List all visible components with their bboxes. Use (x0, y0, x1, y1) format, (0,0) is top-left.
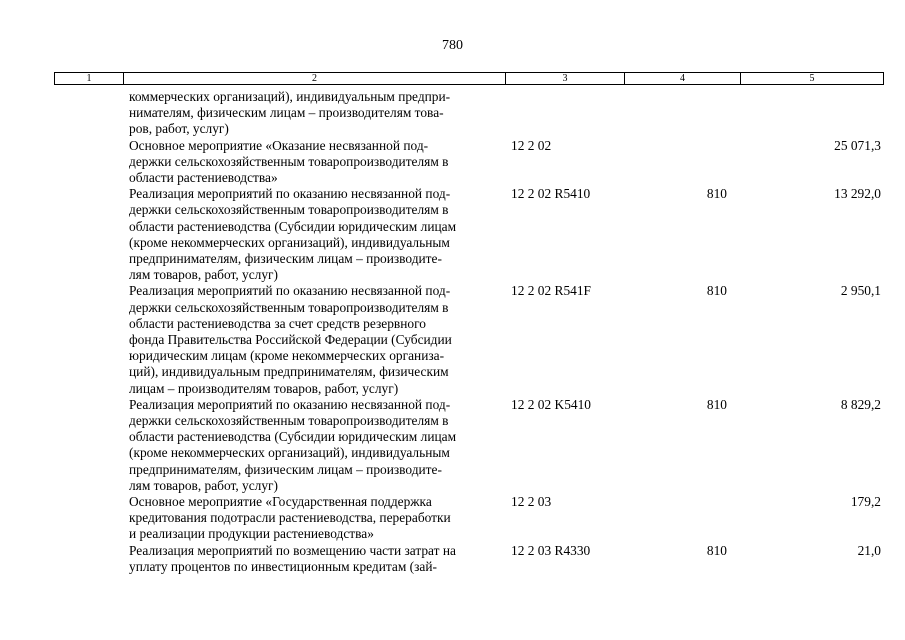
table-row (54, 494, 884, 543)
row-amount: 179,2 (850, 494, 881, 510)
row-expense-type: 810 (706, 396, 727, 412)
description-line: ций), индивидуальным предпринимателям, физическим (129, 364, 449, 380)
description-line: нимателям, физическим лицам – производителям това- (129, 105, 444, 121)
row-description (129, 543, 507, 575)
table-row (54, 89, 884, 138)
row-description (129, 283, 507, 396)
row-expense-type (637, 494, 727, 543)
table-body (54, 89, 884, 575)
row-amount: 8 829,2 (840, 396, 881, 412)
description-line: предпринимателям, физическим лицам – производите- (129, 251, 442, 267)
description-line: (кроме некоммерческих организаций), индивидуальным (129, 445, 450, 461)
header-col-2: 2 (124, 73, 506, 84)
row-expense-type (637, 89, 727, 138)
row-code: 12 2 03 (511, 494, 552, 510)
row-code: 12 2 02 R5410 (511, 186, 591, 202)
description-line: держки сельскохозяйственным товаропроизводителям в (129, 299, 449, 315)
description-line: и реализации продукции растениеводства» (129, 526, 374, 542)
row-amount (727, 89, 881, 138)
description-line: Реализация мероприятий по оказанию несвязанной под- (129, 396, 451, 412)
description-line: держки сельскохозяйственным товаропроизводителям в (129, 202, 449, 218)
table-row (54, 283, 884, 396)
description-line: Основное мероприятие «Государственная поддержка (129, 494, 432, 510)
description-line: лям товаров, работ, услуг) (129, 267, 279, 283)
row-code: 12 2 02 R541F (511, 283, 591, 299)
description-line: коммерческих организаций), индивидуальным предпри- (129, 89, 451, 104)
description-line: ров, работ, услуг) (129, 121, 229, 137)
description-line: уплату процентов по инвестиционным кредитам (зай- (129, 558, 437, 574)
header-col-4: 4 (625, 73, 741, 84)
description-line: Реализация мероприятий по возмещению части затрат на (129, 542, 456, 558)
row-description (129, 138, 507, 187)
row-expense-type: 810 (706, 186, 727, 202)
row-description (129, 89, 507, 138)
table-header-row (54, 72, 884, 85)
header-col-3: 3 (506, 73, 625, 84)
row-amount: 21,0 (857, 542, 881, 558)
header-col-5: 5 (809, 73, 815, 84)
description-line: (кроме некоммерческих организаций), индивидуальным (129, 234, 450, 250)
table-row (54, 543, 884, 575)
row-description (129, 186, 507, 283)
row-code: 12 2 02 (511, 137, 552, 153)
description-line: кредитования подотрасли растениеводства, переработки (129, 510, 451, 526)
description-line: держки сельскохозяйственным товаропроизводителям в (129, 153, 449, 169)
row-amount: 2 950,1 (840, 283, 881, 299)
row-code: 12 2 02 K5410 (511, 396, 591, 412)
description-line: фонда Правительства Российской Федерации (Субсидии (129, 332, 452, 348)
table-row (54, 186, 884, 283)
description-line: области растениеводства» (129, 170, 278, 186)
page-number: 780 (442, 38, 463, 53)
row-description (129, 494, 507, 543)
description-line: области растениеводства (Субсидии юридическим лицам (129, 429, 457, 445)
row-expense-type: 810 (706, 542, 727, 558)
row-code: 12 2 03 R4330 (511, 542, 591, 558)
description-line: Реализация мероприятий по оказанию несвязанной под- (129, 186, 451, 202)
description-line: держки сельскохозяйственным товаропроизводителям в (129, 413, 449, 429)
description-line: области растениеводства за счет средств резервного (129, 315, 426, 331)
description-line: лицам – производителям товаров, работ, услуг) (129, 380, 399, 396)
row-expense-type (637, 138, 727, 187)
row-amount: 25 071,3 (834, 137, 881, 153)
description-line: юридическим лицам (кроме некоммерческих организа- (129, 348, 445, 364)
description-line: лям товаров, работ, услуг) (129, 477, 279, 493)
row-amount: 13 292,0 (834, 186, 881, 202)
description-line: Реализация мероприятий по оказанию несвязанной под- (129, 283, 451, 299)
table-row (54, 138, 884, 187)
description-line: области растениеводства (Субсидии юридическим лицам (129, 218, 457, 234)
description-line: предпринимателям, физическим лицам – производите- (129, 461, 442, 477)
header-col-1: 1 (55, 73, 124, 84)
row-expense-type: 810 (706, 283, 727, 299)
row-description (129, 397, 507, 494)
row-code (507, 89, 637, 138)
description-line: Основное мероприятие «Оказание несвязанной под- (129, 137, 429, 153)
table-row (54, 397, 884, 494)
